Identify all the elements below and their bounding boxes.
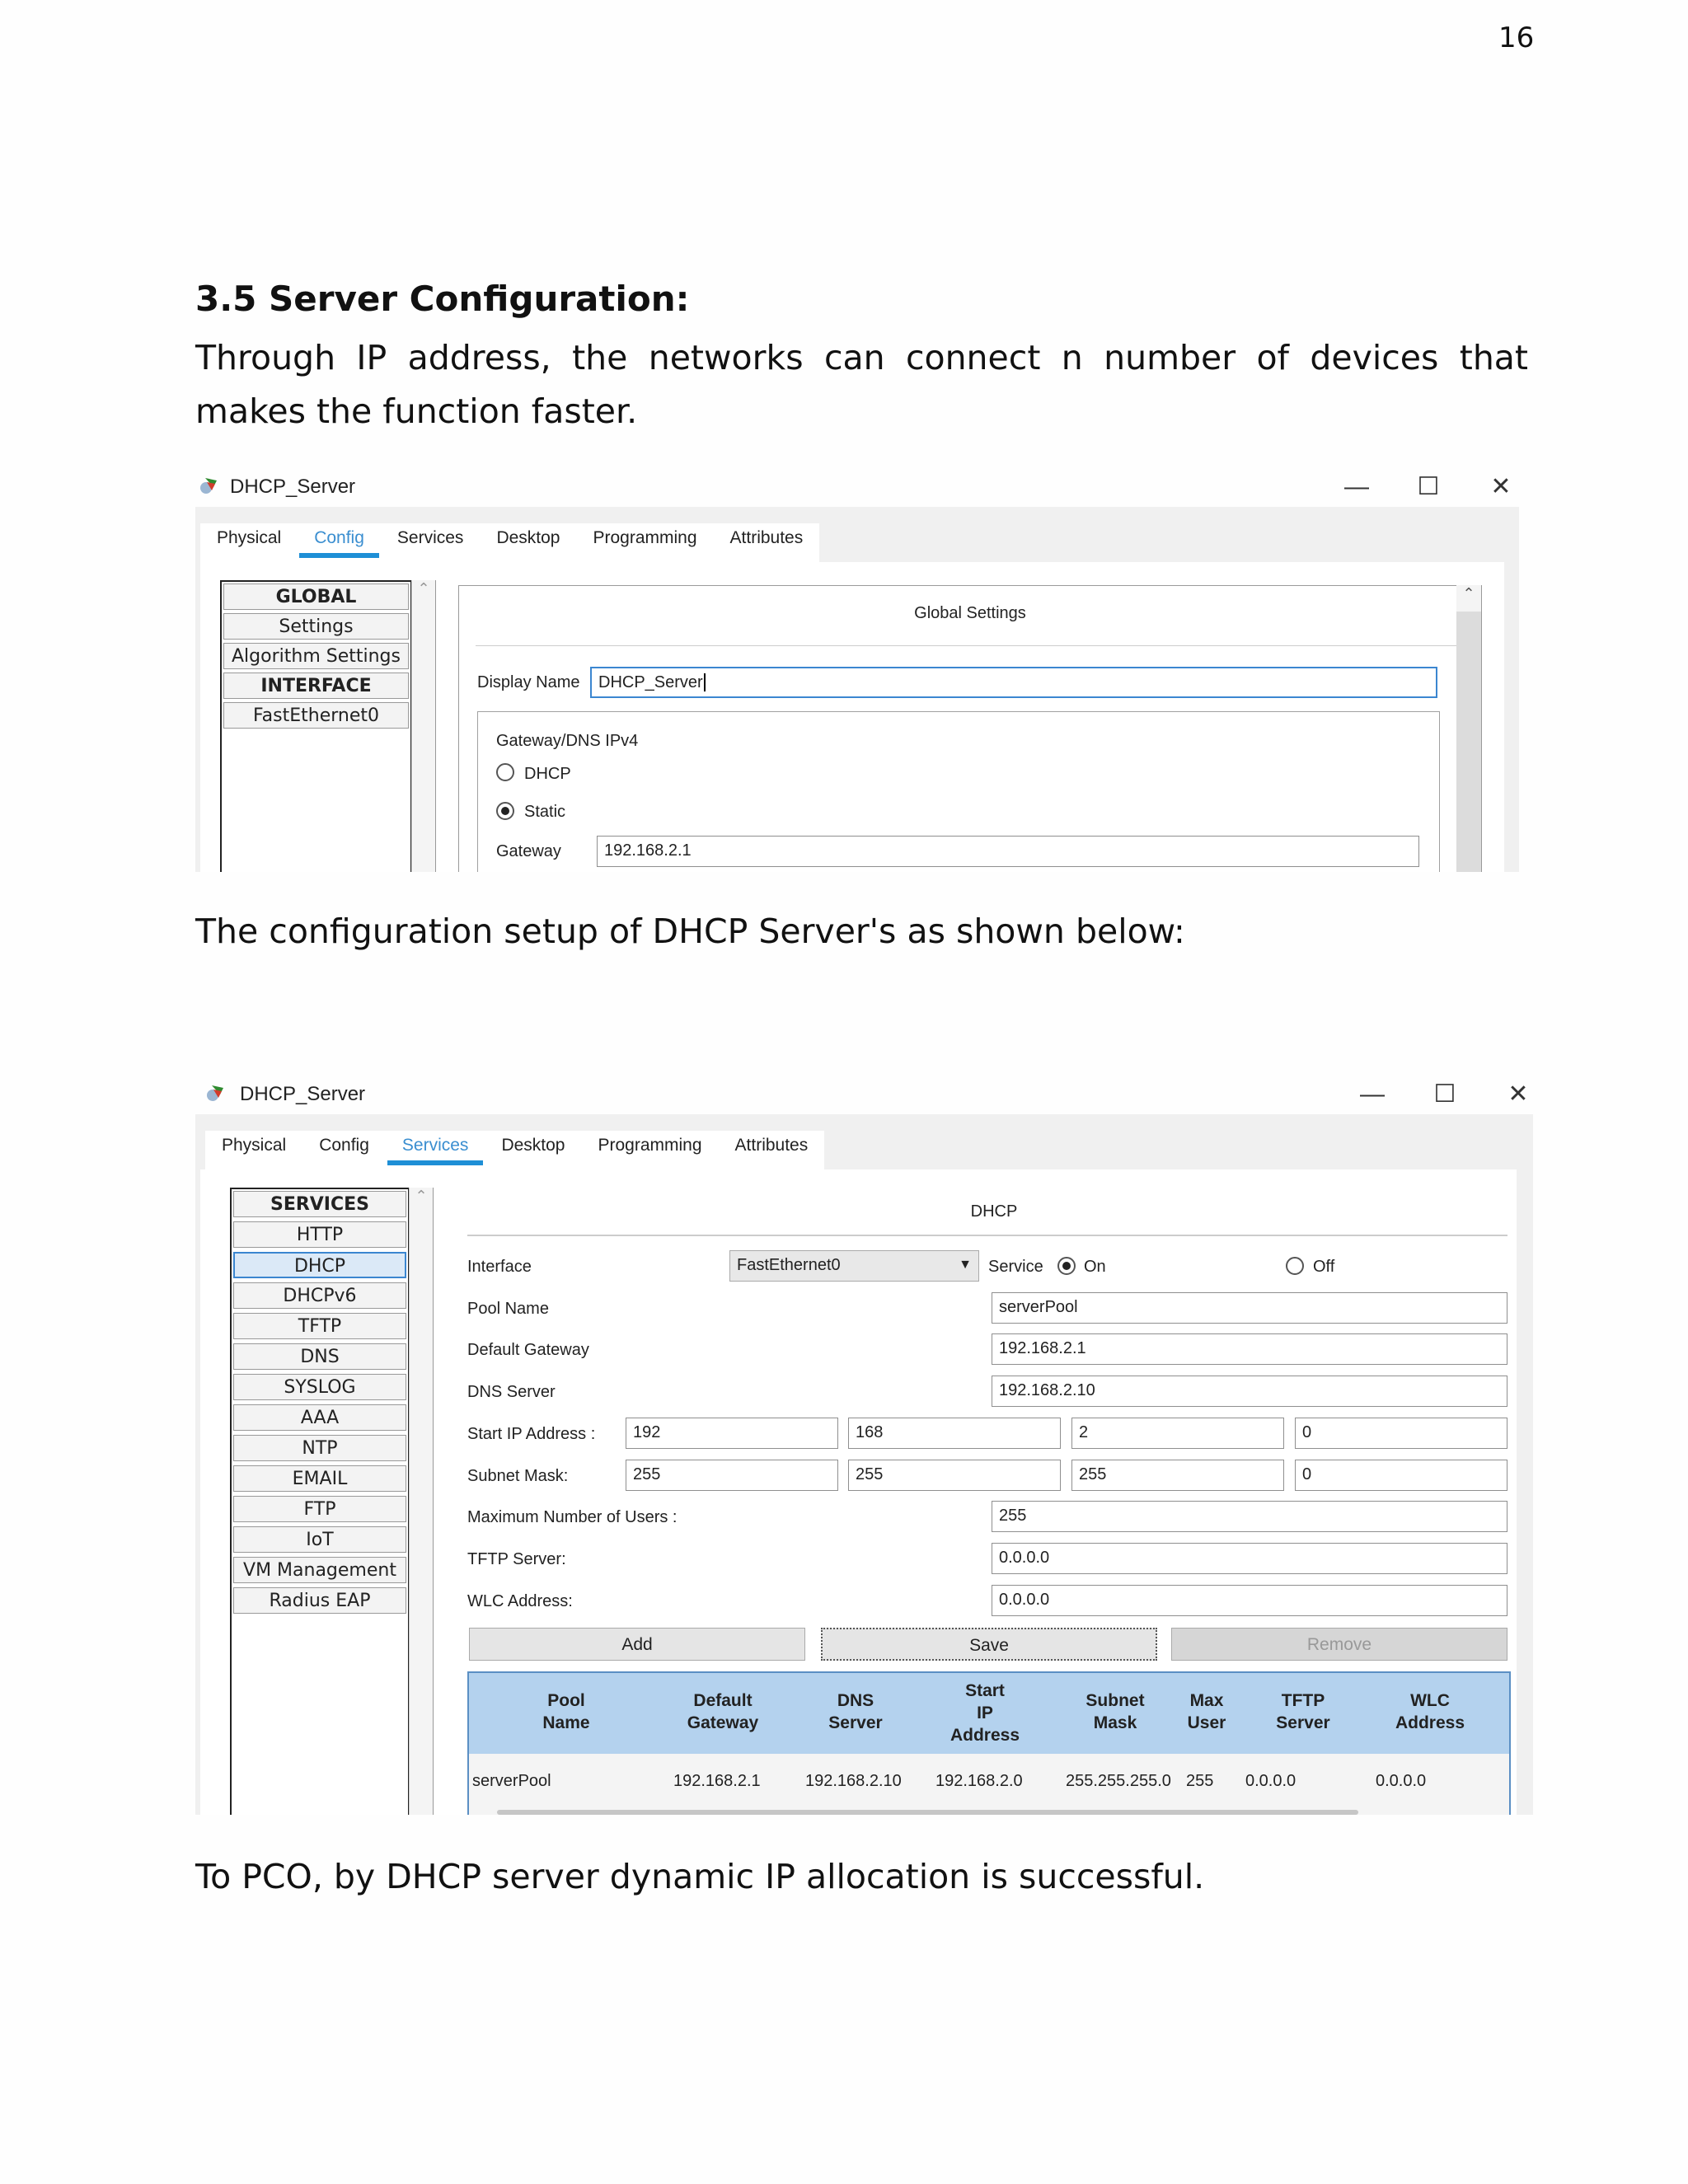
minimize-button[interactable]: — [1360,1080,1385,1108]
chevron-down-icon: ▼ [959,1258,972,1272]
window-title: DHCP_Server [240,1083,366,1105]
scroll-up-icon[interactable]: ⌃ [417,580,430,597]
display-name-input[interactable] [590,667,1437,698]
sidebar-item-dhcpv6[interactable]: DHCPv6 [233,1282,406,1309]
start-ip-octet-3[interactable]: 2 [1071,1418,1284,1449]
sidebar-item-tftp[interactable]: TFTP [233,1313,406,1339]
default-gateway-input[interactable]: 192.168.2.1 [992,1333,1507,1365]
table-header-cell[interactable] [492,1690,640,1734]
sidebar-item-radius-eap[interactable]: Radius EAP [233,1587,406,1614]
table-cell: serverPool [472,1772,551,1790]
window-config [195,466,1519,872]
caption-allocation-success: To PCO, by DHCP server dynamic IP allocation is successful. [195,1857,1205,1896]
header-line: Subnet [1085,1691,1145,1710]
header-line: Server [1276,1713,1330,1732]
caption-config-setup: The configuration setup of DHCP Server's as shown below: [195,912,1185,951]
gateway-label: Gateway [496,842,561,860]
sidebar-scrollbar[interactable] [409,1188,434,1815]
header-line: WLC [1410,1691,1450,1710]
header-line: DNS [837,1691,874,1710]
section-heading: 3.5 Server Configuration: [195,279,690,319]
remove-button[interactable]: Remove [1171,1628,1507,1661]
panel-title: Global Settings [914,604,1026,622]
header-line: IP [977,1704,993,1722]
tab-services[interactable]: Services [396,528,464,547]
service-off-label: Off [1313,1258,1335,1276]
close-button[interactable]: ✕ [1490,473,1512,500]
sidebar-item-iot[interactable]: IoT [233,1526,406,1553]
pool-table [467,1671,1511,1815]
static-radio[interactable] [496,802,514,820]
tab-config[interactable]: Config [298,523,381,562]
table-header-cell[interactable] [781,1690,930,1734]
sidebar-item-fastethernet0[interactable]: FastEthernet0 [223,702,409,729]
save-button[interactable]: Save [821,1628,1157,1661]
max-users-input[interactable]: 255 [992,1501,1507,1532]
server-app-icon [199,476,220,497]
dhcp-radio-label: DHCP [524,765,571,783]
panel-title: DHCP [970,1202,1018,1221]
config-sidebar [220,580,412,872]
content-panel [200,562,1504,872]
tab-programming[interactable]: Programming [593,528,697,547]
sidebar-item-aaa[interactable]: AAA [233,1404,406,1431]
header-line: Name [542,1713,590,1732]
maximize-button[interactable]: ☐ [1417,473,1440,500]
header-line: Start [965,1681,1005,1700]
start-ip-octet-2[interactable]: 168 [848,1418,1061,1449]
header-line: Mask [1093,1713,1137,1732]
start-ip-octet-1[interactable]: 192 [626,1418,838,1449]
tab-bar [195,507,1519,562]
service-on-radio[interactable] [1057,1257,1076,1275]
services-sidebar [230,1188,410,1815]
header-line: Gateway [687,1713,759,1732]
close-button[interactable]: ✕ [1507,1080,1529,1108]
sidebar-item-dns[interactable]: DNS [233,1343,406,1370]
wlc-address-input[interactable]: 0.0.0.0 [992,1585,1507,1616]
tab-attributes[interactable]: Attributes [729,528,804,547]
title-bar[interactable] [195,466,1519,507]
subnet-mask-octet-4[interactable]: 0 [1295,1460,1507,1491]
tab-config[interactable]: Config [319,1136,369,1155]
header-line: Address [1395,1713,1465,1732]
tab-desktop[interactable]: Desktop [496,528,560,547]
dns-server-input[interactable]: 192.168.2.10 [992,1376,1507,1407]
sidebar-item-algorithm-settings[interactable]: Algorithm Settings [223,643,409,669]
header-line: Max [1189,1691,1224,1710]
sidebar-item-syslog[interactable]: SYSLOG [233,1374,406,1400]
tab-strip [205,1131,824,1169]
content-area [195,1169,1533,1815]
maximize-button[interactable]: ☐ [1433,1080,1456,1108]
subnet-mask-octet-2[interactable]: 255 [848,1460,1061,1491]
start-ip-octet-4[interactable]: 0 [1295,1418,1507,1449]
table-cell: 255 [1186,1772,1214,1790]
start-ip-label: Start IP Address : [467,1425,596,1443]
window-services [195,1073,1533,1815]
interface-value: FastEthernet0 [737,1256,841,1274]
panel-scrollbar[interactable] [1456,585,1481,872]
tab-services[interactable]: Services [386,1131,485,1169]
sidebar-item-email[interactable]: EMAIL [233,1465,406,1492]
header-line: Default [693,1691,753,1710]
service-label: Service [988,1258,1043,1276]
sidebar-item-vm-management[interactable]: VM Management [233,1557,406,1583]
window-title: DHCP_Server [230,476,356,498]
header-line: TFTP [1281,1691,1325,1710]
dhcp-radio[interactable] [496,763,514,781]
sidebar-item-settings[interactable]: Settings [223,613,409,640]
group-title: Gateway/DNS IPv4 [496,732,639,750]
table-cell: 0.0.0.0 [1376,1772,1427,1790]
sidebar-scrollbar[interactable] [411,580,436,872]
add-button[interactable]: Add [469,1628,805,1661]
gateway-dns-group [477,711,1440,872]
tftp-server-input[interactable]: 0.0.0.0 [992,1543,1507,1574]
sidebar-item-services[interactable]: SERVICES [233,1191,406,1217]
table-header-cell[interactable] [649,1690,797,1734]
subnet-mask-octet-3[interactable]: 255 [1071,1460,1284,1491]
table-cell: 192.168.2.0 [935,1772,1023,1790]
tftp-server-label: TFTP Server: [467,1550,566,1568]
content-panel [200,1169,1517,1815]
display-name-label: Display Name [477,673,580,691]
tab-desktop[interactable]: Desktop [501,1136,565,1155]
header-line: Server [828,1713,883,1732]
tab-programming[interactable]: Programming [598,1136,702,1155]
divider [467,1235,1507,1236]
table-hscrollbar[interactable] [497,1810,1358,1815]
table-cell: 192.168.2.1 [673,1772,761,1790]
minimize-button[interactable]: — [1344,473,1369,500]
table-header-cell[interactable] [1356,1690,1504,1734]
global-settings-panel [458,585,1482,872]
default-gateway-label: Default Gateway [467,1341,589,1359]
divider [476,645,1465,646]
gateway-input[interactable]: 192.168.2.1 [597,836,1419,867]
interface-label: Interface [467,1258,532,1276]
display-name-value: DHCP_Server [598,673,703,691]
tab-attributes[interactable]: Attributes [734,1136,809,1155]
scroll-up-icon[interactable]: ⌃ [1456,585,1481,612]
sidebar-item-ftp[interactable]: FTP [233,1496,406,1522]
max-users-label: Maximum Number of Users : [467,1508,678,1526]
sidebar-item-global[interactable]: GLOBAL [223,583,409,610]
subnet-mask-octet-1[interactable]: 255 [626,1460,838,1491]
sidebar-item-interface[interactable]: INTERFACE [223,673,409,699]
subnet-mask-label: Subnet Mask: [467,1467,569,1485]
pool-name-input[interactable]: serverPool [992,1292,1507,1324]
table-header-cell[interactable] [1229,1690,1377,1734]
dns-server-label: DNS Server [467,1383,556,1401]
table-cell: 0.0.0.0 [1245,1772,1296,1790]
content-area [195,562,1519,872]
tab-bar [195,1114,1533,1169]
service-on-label: On [1084,1258,1106,1276]
intro-paragraph: Through IP address, the networks can connect n number of devices that makes the function faster. [195,338,1528,431]
service-off-radio[interactable] [1286,1257,1304,1275]
tab-physical[interactable]: Physical [217,528,282,547]
wlc-address-label: WLC Address: [467,1592,573,1610]
sidebar-item-dhcp[interactable]: DHCP [233,1252,406,1278]
sidebar-item-ntp[interactable]: NTP [233,1435,406,1461]
table-header-cell[interactable] [911,1680,1059,1746]
interface-select[interactable] [729,1250,979,1282]
table-cell: 192.168.2.10 [805,1772,902,1790]
title-bar[interactable] [195,1073,1533,1114]
scroll-up-icon[interactable]: ⌃ [415,1188,428,1204]
page-number: 16 [1498,21,1535,54]
header-line: Address [950,1726,1020,1745]
table-cell: 255.255.255.0 [1066,1772,1171,1790]
server-app-icon [205,1083,227,1104]
tab-physical[interactable]: Physical [222,1136,287,1155]
header-line: Pool [547,1691,585,1710]
sidebar-item-http[interactable]: HTTP [233,1221,406,1248]
header-line: User [1187,1713,1226,1732]
tab-strip [200,523,819,562]
pool-name-label: Pool Name [467,1300,549,1318]
static-radio-label: Static [524,803,566,821]
